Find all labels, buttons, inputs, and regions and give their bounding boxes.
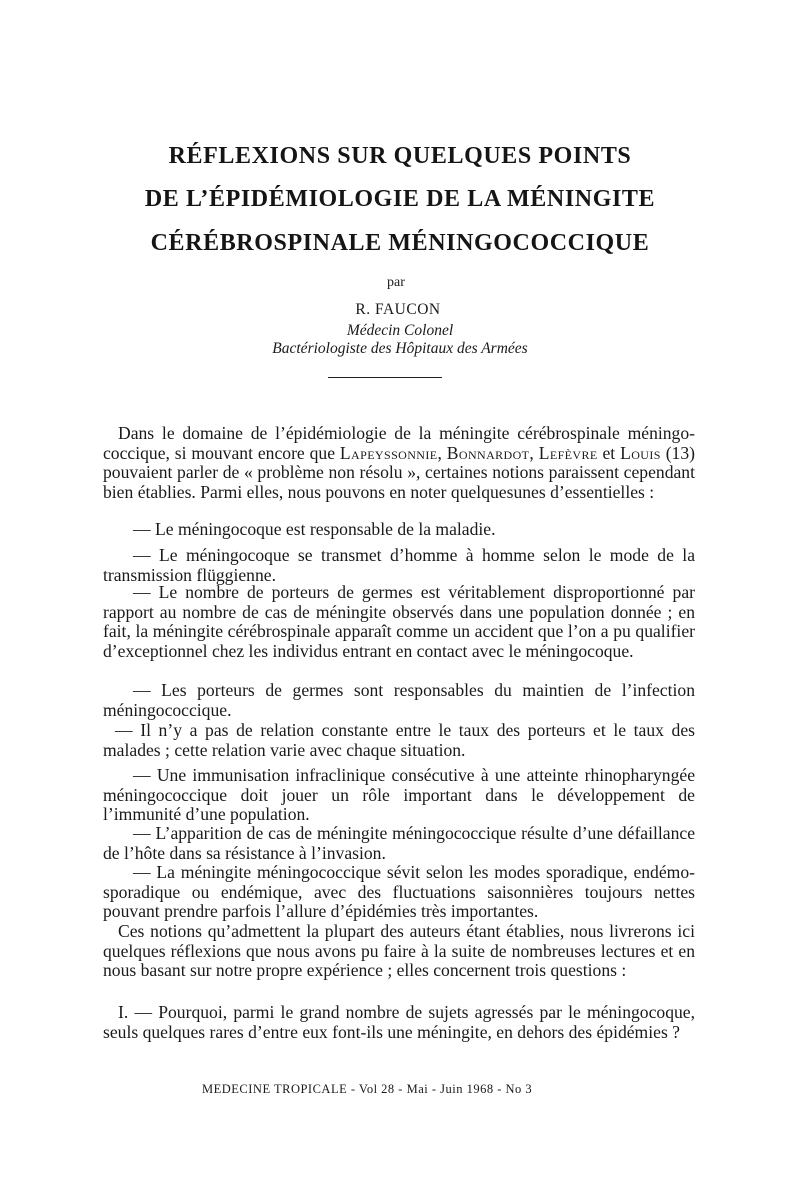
title-line-2: DE L’ÉPIDÉMIOLOGIE DE LA MÉNINGITE bbox=[144, 186, 656, 212]
intro-text-a: Dans le domaine de l’épidémiologie de la méningite cérébrospinale méningococcique, si mouvant encore que bbox=[103, 423, 695, 463]
dash-item-7: — L’apparition de cas de méningite méningococcique résulte d’une défaillance de l’hôte dans sa résistance à l’invasion. bbox=[103, 823, 695, 863]
dash-item-3: — Le nombre de porteurs de germes est véritablement disproportionné par rapport au nombre de cas de méningite observés dans une population donnée ; en fait, la méningite cérébrospinale apparaît comme un accident que l’on a pu qualifier d’exceptionnel chez les individus entrant en contact avec le méningocoque. bbox=[103, 582, 695, 661]
dash-item-5: — Il n’y a pas de relation constante entre le taux des porteurs et le taux des malades ; cette relation varie avec chaque situation. bbox=[103, 720, 695, 760]
ref-separator: , bbox=[437, 442, 447, 463]
author-ref-lapeyssonnie: Lapeyssonnie bbox=[339, 442, 438, 463]
author-affiliation: Bactériologiste des Hôpitaux des Armées bbox=[272, 340, 528, 357]
ref-separator: et bbox=[597, 442, 621, 463]
dash-item-1: — Le méningocoque est responsable de la maladie. bbox=[133, 519, 496, 539]
author-ref-louis: Louis bbox=[620, 442, 661, 463]
author-rank: Médecin Colonel bbox=[346, 322, 454, 339]
ref-separator: , bbox=[529, 442, 539, 463]
title-line-1: RÉFLEXIONS SUR QUELQUES POINTS bbox=[168, 143, 632, 169]
byline-par: par bbox=[387, 275, 405, 290]
questions-intro-paragraph: Ces notions qu’admettent la plupart des auteurs étant établies, nous livrerons ici quelques réflexions que nous avons pu faire à la suite de nombreuses lectures et en nous basant sur notre propre expérience ; elles concernent trois questions : bbox=[103, 921, 695, 981]
dash-item-8: — La méningite méningococcique sévit selon les modes sporadique, endémo-sporadique ou endémique, avec des fluctuations saisonnières toujours nettes pouvant prendre parfois l’allure d’épidémies très importantes. bbox=[103, 862, 695, 922]
question-1-paragraph: I. — Pourquoi, parmi le grand nombre de sujets agressés par le méningocoque, seuls quelques rares d’entre eux font-ils une méningite, en dehors des épidémies ? bbox=[103, 1002, 695, 1042]
title-separator-rule bbox=[328, 377, 442, 378]
intro-text-b: (13) pouvaient parler de « problème non résolu », certaines notions paraissent cependant bien établies. Parmi elles, nous pouvons en noter quelquesunes d’essentielles : bbox=[103, 442, 696, 502]
author-ref-lefevre: Lefèvre bbox=[538, 442, 598, 463]
author-ref-bonnardot: Bonnardot bbox=[446, 442, 530, 463]
dash-item-4: — Les porteurs de germes sont responsables du maintien de l’infection méningococcique. bbox=[103, 680, 695, 720]
title-line-3: CÉRÉBROSPINALE MÉNINGOCOCCIQUE bbox=[150, 230, 650, 256]
intro-paragraph bbox=[103, 424, 695, 502]
journal-footer: MEDECINE TROPICALE - Vol 28 - Mai - Juin 1968 - No 3 bbox=[202, 1082, 533, 1096]
dash-item-2: — Le méningocoque se transmet d’homme à homme selon le mode de la transmission flüggienne. bbox=[103, 545, 695, 585]
author-name: R. FAUCON bbox=[355, 301, 441, 318]
dash-item-6: — Une immunisation infraclinique consécutive à une atteinte rhinopharyngée méningococcique doit jouer un rôle important dans le développement de l’immunité d’une population. bbox=[103, 765, 695, 825]
